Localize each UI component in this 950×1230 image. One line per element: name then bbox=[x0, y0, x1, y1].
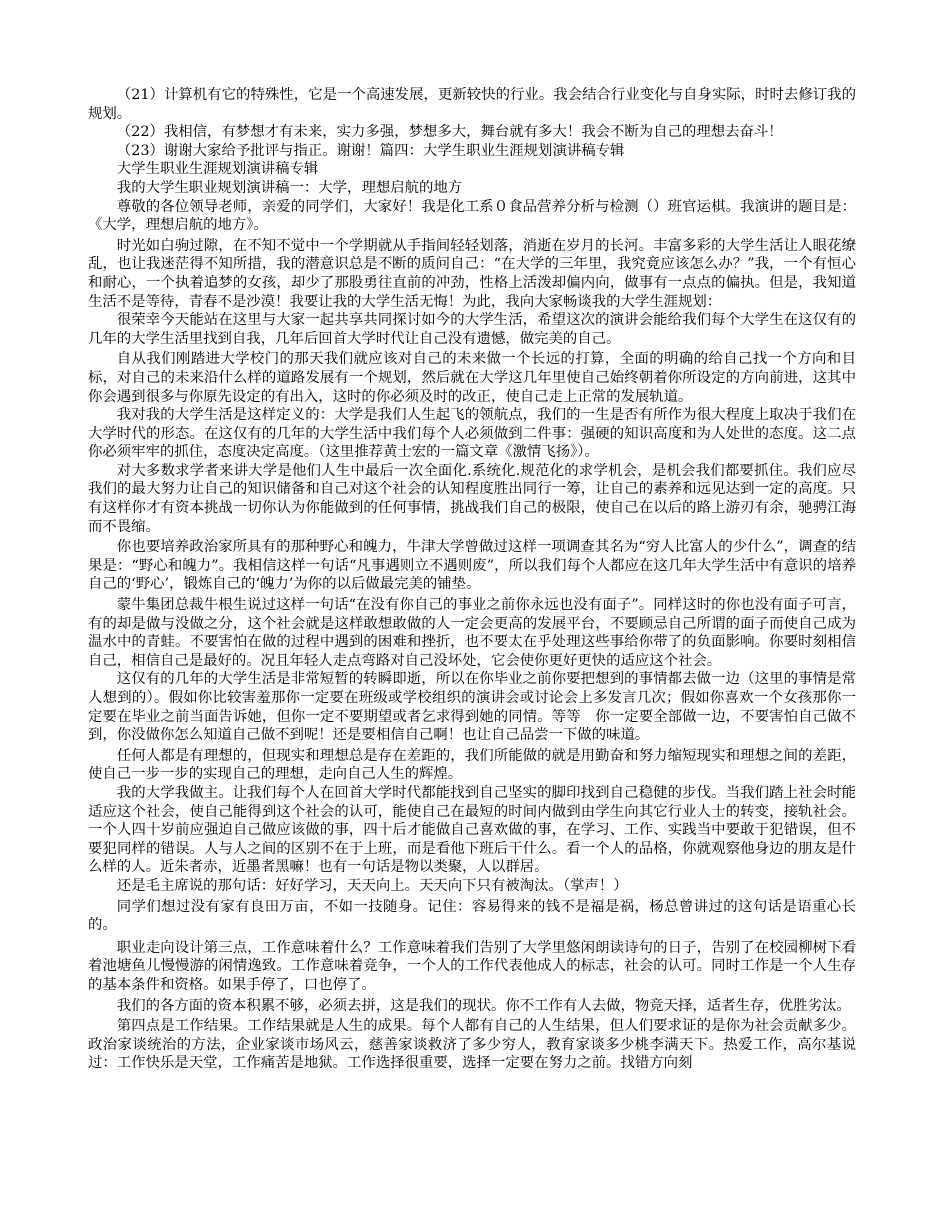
paragraph-mengniu: 蒙牛集团总裁牛根生说过这样一句话“在没有你自己的事业之前你永远也没有面子”。同样这时的你也没有面子可言，有的却是做与没做之分，这个社会就是这样敢想敢做的人一定会更高的发展平台，不要顾忌自己所谓的面子而使自己成为温水中的青蛙。不要害怕在做的过程中遇到的困难和挫折，也不要太在乎处理这些事给你带了的负面影响。你要时刻相信自己，相信自己是最好的。况且年轻人走点弯路对自己没坏处，它会使你更好更快的适应这个社会。 bbox=[88, 597, 856, 669]
paragraph-career-third: 职业走向设计第三点，工作意味着什么？工作意味着我们告别了大学里悠闲朗读诗句的日子，告别了在校园柳树下看着池塘鱼儿慢慢游的闲情逸致。工作意味着竞争，一个人的工作代表他成人的标志，社会的认可。同时工作是一个人生存的基本条件和资格。如果手停了，口也停了。 bbox=[88, 939, 856, 993]
paragraph-opportunity: 对大多数求学者来讲大学是他们人生中最后一次全面化.系统化.规范化的求学机会，是机会我们都要抓住。我们应尽我们的最大努力让自己的知识储备和自己对这个社会的认知程度胜出同行一筹，让自己的素养和远见达到一定的高度。只有这样你才有资本挑战一切你认为你能做到的任何事情，挑战我们自己的极限，使自己在以后的路上游刃有余，驰骋江海而不畏缩。 bbox=[88, 462, 856, 535]
paragraph-short-years: 这仅有的几年的大学生活是非常短暂的转瞬即逝，所以在你毕业之前你要把想到的事情都去做一边（这里的事情是常人想到的）。假如你比较害羞那你一定要在班级或学校组织的演讲会或讨论会上多发言几次；假如你喜欢一个女孩那你一定要在毕业之前当面告诉她，但你一定不要期望或者乞求得到她的同情。等等 你一定要全部做一边，不要害怕自己做不到，你没做你怎么知道自己做不到呢！还是要相信自己啊！也让自己品尝一下做的味道。 bbox=[88, 671, 856, 744]
paragraph-ideals: 任何人都是有理想的，但现实和理想总是存在差距的，我们所能做的就是用勤奋和努力缩短现实和理想之间的差距，使自己一步一步的实现自己的理想，走向自己人生的辉煌。 bbox=[88, 747, 856, 783]
paragraph-greeting: 尊敬的各位领导老师，亲爱的同学们，大家好！我是化工系０食品营养分析与检测（）班官运棋。我演讲的题目是：《大学，理想启航的地方》。 bbox=[88, 198, 856, 234]
paragraph-22: （22）我相信，有梦想才有未来，实力多强，梦想多大，舞台就有多大！我会不断为自己的理想去奋斗！ bbox=[116, 124, 783, 141]
paragraph-my-university: 我的大学我做主。让我们每个人在回首大学时代都能找到自己坚实的脚印找到自己稳健的步伐。当我们踏上社会时能适应这个社会，使自己能得到这个社会的认可，能使自己在最短的时间内做到由学生向其它行业人士的转变，接轨社会。一个人四十岁前应强迫自己做应该做的事，四十后才能做自己喜欢做的事，在学习、工作、实践当中要敢于犯错误，但不要犯同样的错误。人与人之间的区别不在于上班，而是看他下班后干什么。看一个人的品格，你就观察他身边的朋友是什么样的人。近朱者赤，近墨者黑嘛！也有一句话是物以类聚，人以群居。 bbox=[88, 784, 856, 876]
paragraph-time: 时光如白驹过隙，在不知不觉中一个学期就从手指间轻轻划落，消逝在岁月的长河。丰富多彩的大学生活让人眼花缭乱，也让我迷茫得不知所措，我的潜意识总是不断的质问自己：“在大学的三年里，我究竟应该怎么办？”我，一个有恒心和耐心，一个执着追梦的女孩，却少了那股勇往直前的冲劲，性格上活泼却偏内向，做事有一点点的偏执。但是，我知道生活不是等待，青春不是沙漠！我要让我的大学生活无悔！为此，我向大家畅谈我的大学生涯规划： bbox=[88, 237, 856, 310]
paragraph-honor: 很荣幸今天能站在这里与大家一起共享共同探讨如今的大学生活，希望这次的演讲会能给我们每个大学生在这仅有的几年的大学生活里找到自我，几年后回首大学时代让自己没有遗憾，做完美的自己。 bbox=[88, 312, 856, 347]
document-page bbox=[88, 86, 856, 1073]
paragraph-work-result: 第四点是工作结果。工作结果就是人生的成果。每个人都有自己的人生结果，但人们要求证的是你为社会贡献多少。政治家谈统治的方法，企业家谈市场风云，慈善家谈救济了多少穷人，教育家谈多少桃李满天下。热爱工作，高尔基说过：工作快乐是天堂，工作痛苦是地狱。工作选择很重要，选择一定要在努力之前。找错方向刻 bbox=[88, 1018, 856, 1072]
paragraph-21: （21）计算机有它的特殊性，它是一个高速发展，更新较快的行业。我会结合行业变化与自身实际，时时去修订我的规划。 bbox=[88, 87, 856, 122]
section-title: 大学生职业生涯规划演讲稿专辑 bbox=[116, 161, 319, 178]
paragraph-capital: 我们的各方面的资本积累不够，必须去拼，这是我们的现状。你不工作有人去做，物竞天择，适者生存，优胜劣汰。 bbox=[116, 997, 851, 1014]
paragraph-23: （23）谢谢大家给予批评与指正。谢谢！篇四：大学生职业生涯规划演讲稿专辑 bbox=[116, 142, 625, 159]
paragraph-ambition: 你也要培养政治家所具有的那种野心和魄力，牛津大学曾做过这样一项调查其名为“穷人比富人的少什么”，调查的结果是：“野心和魄力”。我相信这样一句话“凡事遇则立不遇则废”，所以我们每个人都应在这几年大学生活中有意识的培养自己的‘野心’，锻炼自己的‘魄力’为你的以后做最完美的铺垫。 bbox=[88, 539, 856, 593]
paragraph-plan: 自从我们刚踏进大学校门的那天我们就应该对自己的未来做一个长远的打算，全面的明确的给自己找一个方向和目标，对自己的未来沿什么样的道路发展有一个规划，然后就在大学这几年里使自己始终朝着你所设定的方向前进，这其中你会遇到很多与你原先设定的有出入，这时的你必须及时的改正，使自己走上正常的发展轨道。 bbox=[88, 351, 856, 405]
paragraph-definition: 我对我的大学生活是这样定义的：大学是我们人生起飞的领航点，我们的一生是否有所作为很大程度上取决于我们在大学时代的形态。在这仅有的几年的大学生活中我们每个人必须做到二件事：强硬的知识高度和为人处世的态度。这二点你必须牢牢的抓住，态度决定高度。（这里推荐黄士宏的一篇文章《激情飞扬》）。 bbox=[88, 407, 856, 461]
paragraph-chairman-mao: 还是毛主席说的那句话：好好学习，天天向上。天天向下只有被淘汰。（掌声！） bbox=[116, 877, 628, 894]
paragraph-skills: 同学们想过没有家有良田万亩，不如一技随身。记住：容易得来的钱不是福是祸，杨总曾讲过的这句话是语重心长的。 bbox=[88, 898, 856, 934]
speech-title: 我的大学生职业规划演讲稿一：大学，理想启航的地方 bbox=[116, 179, 463, 196]
